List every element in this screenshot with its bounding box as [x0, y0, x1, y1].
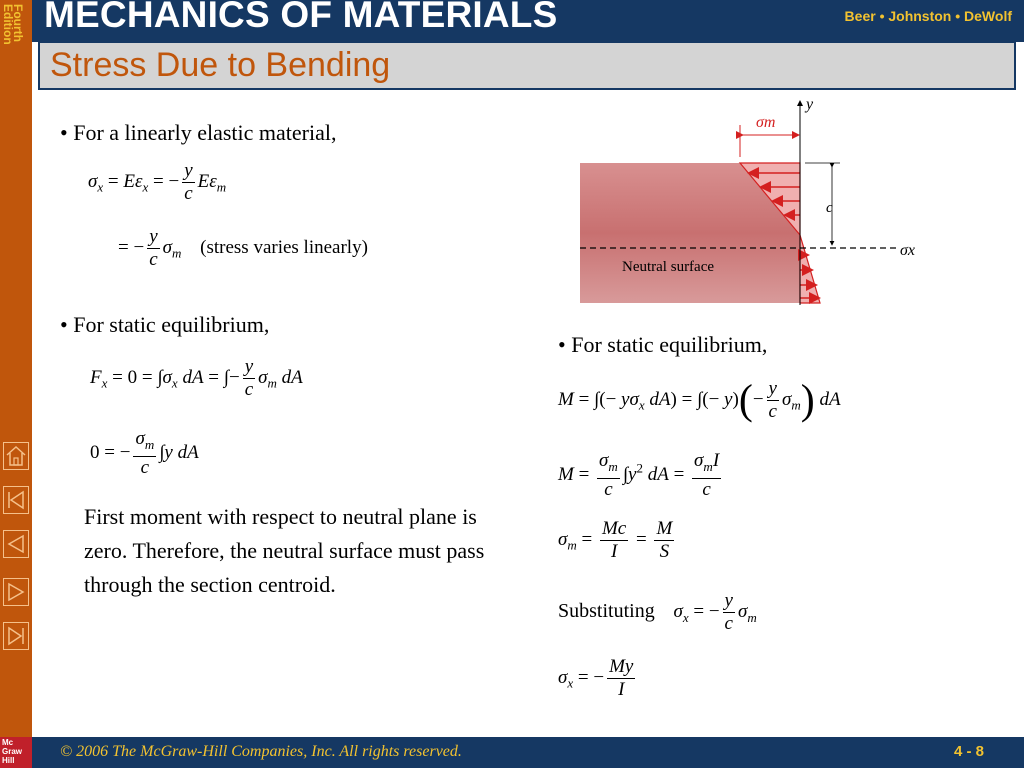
substituting-label: Substituting	[558, 599, 655, 622]
equation-moment-inertia: M = $\frac{\sigma_m}{c}$ $\int y^2$ dA = $\frac{\sigma_mI}{c}$	[558, 450, 720, 500]
label-y: y	[806, 96, 814, 113]
book-title: MECHANICS OF MATERIALS	[44, 0, 558, 35]
bending-stress-diagram	[570, 95, 930, 310]
slide-title: Stress Due to Bending	[50, 46, 391, 84]
equation-linear-stress: = − $\frac{y}{c}$ $\sigma_m$ (stress varies linearly)	[118, 226, 368, 270]
slide-title-box	[38, 41, 1016, 90]
equation-substituting: Substituting $\sigma_x$ = − $\frac{y}{c}$ $\sigma_m$	[558, 590, 757, 634]
neutral-plane-explanation: First moment with respect to neutral plane is zero. Therefore, the neutral surface must pass through the section centroid.	[84, 504, 485, 597]
first-slide-button[interactable]	[3, 486, 29, 514]
label-sigma-m: σm	[756, 114, 776, 131]
footer-bar	[32, 737, 1024, 768]
sidebar	[0, 0, 32, 737]
next-slide-icon	[4, 579, 28, 605]
next-slide-button[interactable]	[3, 578, 29, 606]
publisher-logo	[0, 737, 32, 768]
equation-max-stress: $\sigma_m$ = $\frac{Mc}{I}$ = $\frac{M}{S}$	[558, 518, 673, 562]
page-number: 4 - 8	[953, 743, 984, 760]
equation-moment-integral: M = ∫(− $y\sigma_x$ dA) = ∫(− y)(− $\frac{y}{c}$ $\sigma_m$) dA	[558, 377, 841, 424]
edition-line1: Fourth	[11, 4, 25, 42]
equation-first-moment: 0 = − $\frac{\sigma_m}{c}$ ∫y dA	[90, 428, 199, 478]
header-bar	[32, 0, 1024, 42]
equation-force-sum: $F_x = 0 = \int\sigma_x$ dA = ∫− $\frac{y}{c}$ $\sigma_m$ dA	[90, 356, 303, 400]
bullet-static-equilibrium-right: • For static equilibrium,	[558, 332, 768, 357]
label-c: c	[826, 200, 833, 216]
previous-slide-button[interactable]	[3, 530, 29, 558]
equation-flexure-formula: $\sigma_x$ = − $\frac{My}{I}$	[558, 656, 634, 700]
copyright: © 2006 The McGraw-Hill Companies, Inc. All rights reserved.	[60, 743, 462, 760]
last-slide-icon	[4, 623, 28, 649]
edition-line2: Edition	[1, 4, 15, 45]
bullet-linearly-elastic: • For a linearly elastic material,	[60, 120, 337, 145]
first-slide-icon	[4, 487, 28, 513]
edition-label	[0, 2, 32, 62]
previous-slide-icon	[4, 531, 28, 557]
tension-wedge	[800, 235, 820, 303]
publisher-line3: Hill	[2, 756, 15, 765]
last-slide-button[interactable]	[3, 622, 29, 650]
home-button[interactable]	[3, 442, 29, 470]
home-icon	[4, 443, 28, 469]
bullet-static-equilibrium-left: • For static equilibrium,	[60, 312, 270, 337]
publisher-line2: Graw	[2, 747, 23, 756]
label-sigma-x: σx	[900, 242, 915, 259]
label-neutral-surface: Neutral surface	[622, 259, 715, 275]
stress-varies-note: (stress varies linearly)	[200, 236, 368, 258]
authors: Beer • Johnston • DeWolf	[844, 8, 1012, 24]
equation-hooke: $\sigma_x = E\varepsilon_x$ = − $\frac{y}{c}$ $E\varepsilon_m$	[88, 160, 227, 204]
publisher-line1: Mc	[2, 738, 14, 747]
